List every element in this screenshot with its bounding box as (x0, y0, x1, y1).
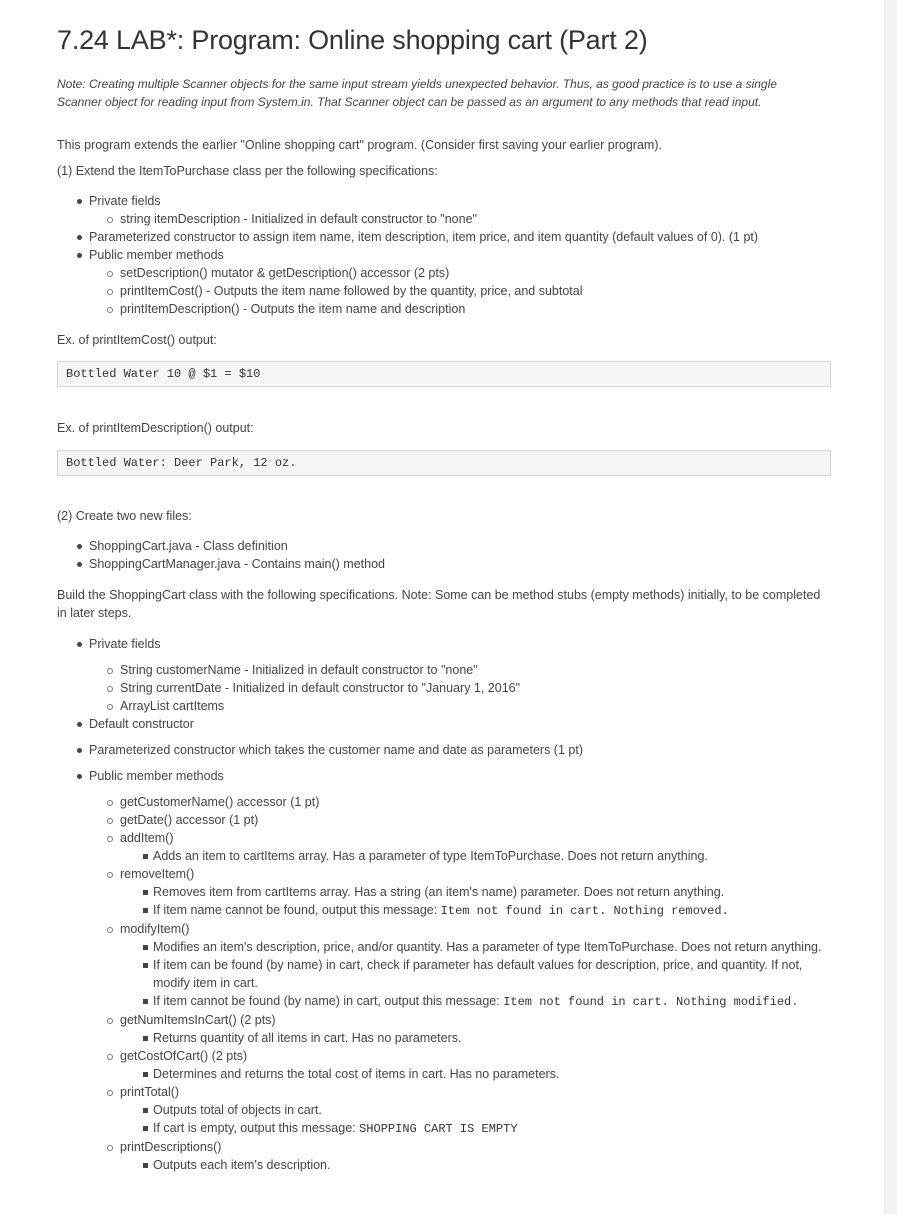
list-item: Removes item from cartItems array. Has a string (an item's name) parameter. Does not return anything. (57, 883, 832, 901)
list-item: getCostOfCart() (2 pts) (57, 1047, 832, 1065)
list-item: Determines and returns the total cost of items in cart. Has no parameters. (57, 1065, 832, 1083)
list-item: getNumItemsInCart() (2 pts) (57, 1011, 832, 1029)
list-item: ArrayList cartItems (57, 697, 832, 715)
list-item: String customerName - Initialized in default constructor to "none" (57, 661, 832, 679)
list-item: printItemCost() - Outputs the item name followed by the quantity, price, and subtotal (57, 282, 832, 300)
ex-cost-label: Ex. of printItemCost() output: (57, 333, 217, 347)
list-item: ShoppingCartManager.java - Contains main() method (57, 555, 832, 573)
scanner-note: Note: Creating multiple Scanner objects for the same input stream yields unexpected behavior. Thus, as good practice is to use a single Scanner object for reading input from System.in. That Scanner object can be passed as an argument to any methods that read input. (57, 77, 777, 109)
part1-heading: (1) Extend the ItemToPurchase class per the following specifications: (57, 164, 438, 178)
part2-heading: (2) Create two new files: (57, 509, 192, 523)
list-item: Parameterized constructor which takes the customer name and date as parameters (1 pt) (57, 741, 832, 759)
ex-cost-code: Bottled Water 10 @ $1 = $10 (57, 361, 831, 387)
intro-text: This program extends the earlier "Online shopping cart" program. (Consider first saving your earlier program). (57, 138, 662, 152)
ex-desc-label: Ex. of printItemDescription() output: (57, 421, 254, 435)
list-item: Public member methods (57, 246, 832, 264)
files-list (57, 537, 832, 573)
list-item: Returns quantity of all items in cart. Has no parameters. (57, 1029, 832, 1047)
list-item: Public member methods (57, 767, 832, 785)
list-item: Outputs each item's description. (57, 1156, 832, 1174)
list-item: removeItem() (57, 865, 832, 883)
list-item: string itemDescription - Initialized in default constructor to "none" (57, 210, 832, 228)
list-item: modifyItem() (57, 920, 832, 938)
list-item: ShoppingCart.java - Class definition (57, 537, 832, 555)
list-item: printDescriptions() (57, 1138, 832, 1156)
list-item: Modifies an item's description, price, and/or quantity. Has a parameter of type ItemToPurchase. Does not return anything. (57, 938, 832, 956)
list-item: Private fields (57, 635, 832, 653)
list-item: If item name cannot be found, output this message: Item not found in cart. Nothing removed. (57, 901, 832, 920)
list-item: String currentDate - Initialized in default constructor to "January 1, 2016" (57, 679, 832, 697)
part1-spec-list (57, 192, 832, 318)
list-item: If item cannot be found (by name) in cart, output this message: Item not found in cart. Nothing modified. (57, 992, 832, 1011)
list-item: Private fields (57, 192, 832, 210)
list-item: Adds an item to cartItems array. Has a parameter of type ItemToPurchase. Does not return anything. (57, 847, 832, 865)
list-item: setDescription() mutator & getDescription() accessor (2 pts) (57, 264, 832, 282)
list-item: printItemDescription() - Outputs the item name and description (57, 300, 832, 318)
list-item: Outputs total of objects in cart. (57, 1101, 832, 1119)
list-item: If cart is empty, output this message: SHOPPING CART IS EMPTY (57, 1119, 832, 1138)
list-item: Parameterized constructor to assign item name, item description, item price, and item quantity (default values of 0). (1 pt) (57, 228, 832, 246)
list-item: printTotal() (57, 1083, 832, 1101)
list-item: If item can be found (by name) in cart, check if parameter has default values for description, price, and quantity. If not, modify item in cart. (57, 956, 832, 992)
page-title: 7.24 LAB*: Program: Online shopping cart (Part 2) (57, 25, 648, 55)
list-item: getDate() accessor (1 pt) (57, 811, 832, 829)
list-item: addItem() (57, 829, 832, 847)
list-item: Default constructor (57, 715, 832, 733)
list-item: getCustomerName() accessor (1 pt) (57, 793, 832, 811)
ex-desc-code: Bottled Water: Deer Park, 12 oz. (57, 450, 831, 476)
page-scrollbar[interactable] (884, 0, 897, 1214)
build-text: Build the ShoppingCart class with the following specifications. Note: Some can be method stubs (empty methods) initially, to be completed in later steps. (57, 588, 821, 620)
part2-private-list (57, 635, 832, 1174)
